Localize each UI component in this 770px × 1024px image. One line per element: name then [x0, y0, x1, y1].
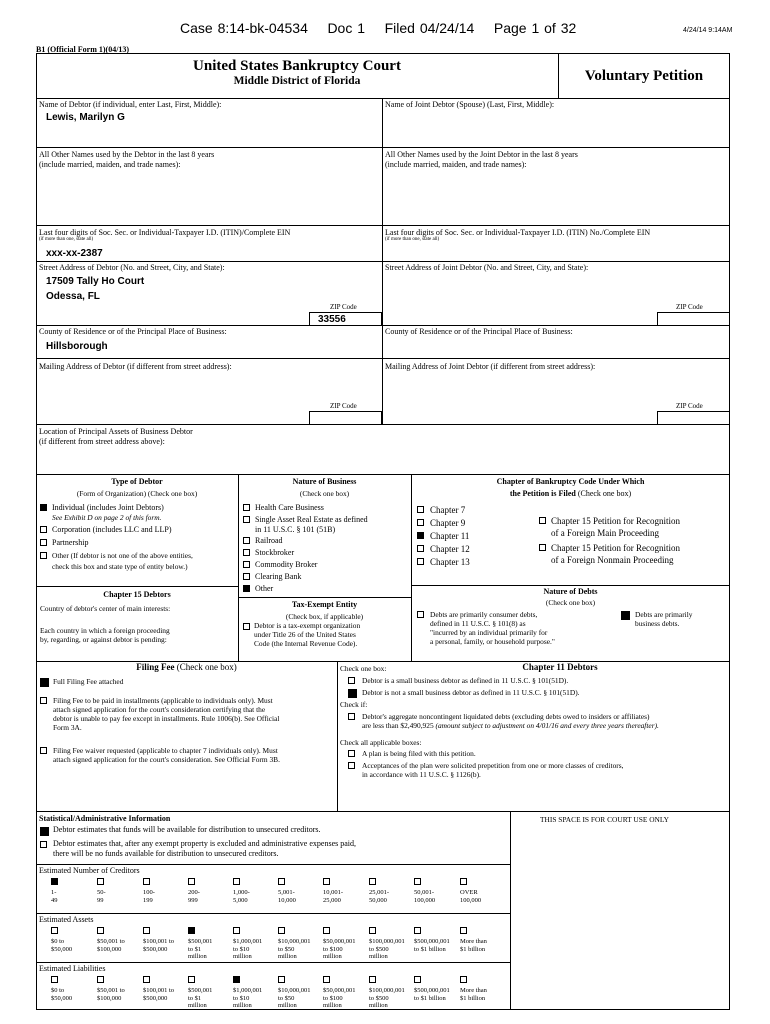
chapter-checkbox[interactable]	[417, 545, 424, 552]
tax-exempt-checkbox[interactable]	[243, 623, 250, 630]
creditors-option-checkbox[interactable]	[97, 878, 104, 885]
small-business-checkbox[interactable]	[348, 677, 355, 684]
full-fee-label: Full Filing Fee attached	[53, 677, 124, 686]
assets-option-checkbox[interactable]	[278, 927, 285, 934]
filed-date: Filed 04/24/14	[384, 20, 475, 36]
assets-option-label: million	[233, 953, 252, 960]
creditors-title: Estimated Number of Creditors	[39, 866, 140, 875]
liabilities-option-label: to $50	[278, 994, 295, 1002]
chapter-checkbox[interactable]	[417, 532, 424, 539]
tax-exempt-title: Tax-Exempt Entity	[291, 600, 358, 609]
acceptances-text: Acceptances of the plan were solicited prepetition from one or more classes of creditors, in accordance with 11 U.S.C. § 1126(b).	[362, 761, 624, 779]
assets-option-label: to $100	[323, 945, 343, 953]
nature-business-checkbox[interactable]	[243, 561, 250, 568]
assets-option-checkbox[interactable]	[460, 927, 467, 934]
liabilities-option-label: to $100	[323, 994, 343, 1002]
nature-business-title: Nature of Business	[292, 477, 357, 486]
nature-business-checkbox[interactable]	[243, 549, 250, 556]
nature-business-checkbox[interactable]	[243, 504, 250, 511]
liabilities-option-label: to $1	[188, 994, 202, 1002]
not-small-business-label: Debtor is not a small business debtor as defined in 11 U.S.C. § 101(51D).	[362, 688, 580, 697]
type-of-debtor-checkbox[interactable]	[40, 539, 47, 546]
doc-number: Doc 1	[327, 20, 366, 36]
plan-filed-label: A plan is being filed with this petition.	[362, 749, 476, 758]
creditors-option-checkbox[interactable]	[143, 878, 150, 885]
assets-option-label: $100,000	[97, 945, 122, 953]
page-number: Page 1 of 32	[493, 20, 577, 36]
chapter-label: Chapter 13	[430, 557, 470, 567]
nature-business-checkbox[interactable]	[243, 573, 250, 580]
type-of-debtor-checkbox[interactable]	[40, 504, 47, 511]
creditors-option-checkbox[interactable]	[414, 878, 421, 885]
assets-option-checkbox[interactable]	[51, 927, 58, 934]
assets-option-label: to $1 billion	[414, 945, 446, 953]
aggregate-debts-text: Debtor's aggregate noncontingent liquidated debts (excluding debts owed to insiders or affiliates) are less than $2,490,925 (amount subject to adjustment on 4/01/16 and every three years thereafter).	[362, 712, 659, 730]
form-id: B1 (Official Form 1)(04/13)	[36, 45, 130, 54]
ch11-check-one: Check one box:	[340, 664, 387, 673]
mailing-label: Mailing Address of Debtor (if different from street address):	[39, 362, 232, 371]
liabilities-option-label: to $1 billion	[414, 994, 446, 1002]
chapter-label: Chapter 7	[430, 505, 466, 515]
creditors-option-label: 100-	[143, 889, 155, 896]
fee-waiver-checkbox[interactable]	[40, 747, 47, 754]
creditors-option-label: 5,000	[233, 896, 248, 904]
liabilities-option-label: $50,001 to	[97, 987, 125, 994]
creditors-option-label: 25,001-	[369, 889, 390, 896]
location-label: Location of Principal Assets of Business Debtor (if different from street address above):	[39, 427, 193, 446]
consumer-debts-checkbox[interactable]	[417, 611, 424, 618]
chapter-checkbox[interactable]	[417, 558, 424, 565]
liabilities-option-checkbox[interactable]	[143, 976, 150, 983]
liabilities-option-checkbox[interactable]	[97, 976, 104, 983]
other-note: check this box and state type of entity below.)	[52, 562, 188, 571]
creditors-option-label: 50,001-	[414, 889, 435, 896]
debtor-ssn: xxx-xx-2387	[46, 248, 103, 259]
type-of-debtor-label: Corporation (includes LLC and LLP)	[52, 525, 172, 534]
case-number: Case 8:14-bk-04534	[180, 20, 308, 36]
type-of-debtor-label: Other (If debtor is not one of the above entities,	[52, 551, 193, 560]
acceptances-checkbox[interactable]	[348, 762, 355, 769]
chapter15-label-2: of a Foreign Main Proceeding	[551, 528, 659, 538]
type-of-debtor-checkbox[interactable]	[40, 526, 47, 533]
court-district: Middle District of Florida	[233, 75, 361, 87]
liabilities-option-label: $50,000,001	[323, 987, 356, 994]
chapter15-checkbox[interactable]	[539, 544, 546, 551]
assets-option-label: $100,000,001	[369, 938, 405, 945]
creditors-option-label: 999	[188, 896, 198, 904]
assets-option-checkbox[interactable]	[143, 927, 150, 934]
creditors-option-checkbox[interactable]	[233, 878, 240, 885]
ssn-sub: (if more than one, state all)	[39, 237, 94, 242]
chapter15-label: Chapter 15 Petition for Recognition	[551, 543, 680, 553]
liabilities-option-label: More than	[460, 987, 487, 994]
creditors-option-label: 10,000	[278, 896, 296, 904]
liabilities-option-label: $100,000,001	[369, 987, 405, 994]
nature-debts-sub: (Check one box)	[545, 598, 596, 607]
chapter-title: Chapter of Bankruptcy Code Under Which	[496, 477, 645, 486]
chapter-label: Chapter 11	[430, 531, 470, 541]
liabilities-option-label: $1,000,001	[233, 987, 263, 994]
joint-ssn-label: Last four digits of Soc. Sec. or Individual-Taxpayer I.D. (ITIN) No./Complete EIN	[385, 228, 651, 237]
assets-option-checkbox[interactable]	[323, 927, 330, 934]
liabilities-option-label: million	[323, 1002, 342, 1009]
joint-address-label: Street Address of Joint Debtor (No. and Street, City, and State):	[385, 263, 589, 272]
liabilities-option-label: million	[278, 1002, 297, 1009]
assets-option-label: million	[188, 953, 207, 960]
exhibit-note: See Exhibit D on page 2 of this form.	[52, 513, 162, 522]
type-of-debtor-checkbox[interactable]	[40, 552, 47, 559]
assets-option-label: $1 billion	[460, 945, 486, 953]
joint-zip-label: ZIP Code	[676, 303, 703, 311]
mailing-zip-label: ZIP Code	[330, 402, 357, 410]
joint-mailing-zip-label: ZIP Code	[676, 402, 703, 410]
liabilities-option-label: to $500	[369, 994, 389, 1002]
court-use-only: THIS SPACE IS FOR COURT USE ONLY	[540, 815, 669, 824]
creditors-option-label: 50,000	[369, 896, 387, 904]
filing-fee-title: Filing Fee (Check one box)	[136, 662, 237, 672]
chapter-checkbox[interactable]	[417, 506, 424, 513]
nature-business-label: Single Asset Real Estate as defined	[255, 515, 368, 524]
nature-business-label: Commodity Broker	[255, 560, 318, 569]
liabilities-option-label: $500,000	[143, 994, 168, 1002]
liabilities-option-checkbox[interactable]	[278, 976, 285, 983]
tax-exempt-text: Debtor is a tax-exempt organization under Title 26 of the United States Code (the Internal Revenue Code).	[254, 621, 361, 648]
liabilities-option-label: to $10	[233, 994, 250, 1002]
liabilities-option-label: $500,001	[188, 987, 213, 994]
case-header	[180, 20, 576, 36]
assets-option-checkbox[interactable]	[97, 927, 104, 934]
nature-business-label: Health Care Business	[255, 503, 324, 512]
assets-option-label: $0 to	[51, 938, 65, 945]
creditors-option-checkbox[interactable]	[460, 878, 467, 885]
liabilities-option-label: million	[369, 1002, 388, 1009]
creditors-option-label: 49	[51, 896, 58, 904]
funds-available-checkbox[interactable]	[40, 827, 49, 836]
installment-fee-text: Filing Fee to be paid in installments (applicable to individuals only). Must attach signed application for the court's consideration certifying that the debtor is unable to pay fee except in installments. Rule 1006(b). See Official Form 3A.	[53, 696, 280, 732]
creditors-option-label: 5,001-	[278, 889, 295, 896]
debtor-city: Odessa, FL	[46, 291, 100, 302]
installment-fee-checkbox[interactable]	[40, 697, 47, 704]
chapter15-label-2: of a Foreign Nonmain Proceeding	[551, 555, 674, 565]
assets-option-label: million	[369, 953, 388, 960]
creditors-option-label: 199	[143, 896, 153, 904]
type-of-debtor-label: Partnership	[52, 538, 89, 547]
assets-option-label: $500,000,001	[414, 938, 450, 945]
assets-option-checkbox[interactable]	[414, 927, 421, 934]
county-label: County of Residence or of the Principal Place of Business:	[39, 327, 227, 336]
assets-option-label: $500,001	[188, 938, 213, 945]
liabilities-option-label: $100,000	[97, 994, 122, 1002]
joint-name-label: Name of Joint Debtor (Spouse) (Last, First, Middle):	[385, 100, 555, 109]
nature-business-checkbox[interactable]	[243, 516, 250, 523]
petition-type: Voluntary Petition	[584, 68, 704, 84]
assets-option-checkbox[interactable]	[188, 927, 195, 934]
no-funds-text: Debtor estimates that, after any exempt property is excluded and administrative expenses paid, there will be no funds available for distribution to unsecured creditors.	[53, 839, 357, 858]
creditors-option-label: 99	[97, 896, 104, 904]
debtor-name-label: Name of Debtor (if individual, enter Last, First, Middle):	[39, 100, 222, 109]
chapter15-country: Country of debtor's center of main interests:	[40, 604, 171, 613]
joint-mailing-zip-box	[657, 411, 730, 425]
chapter-label: Chapter 12	[430, 544, 470, 554]
nature-business-label: Stockbroker	[255, 548, 295, 557]
creditors-option-checkbox[interactable]	[369, 878, 376, 885]
assets-option-label: to $50	[278, 945, 295, 953]
creditors-option-label: 200-	[188, 889, 200, 896]
print-timestamp: 4/24/14 9:14AM	[683, 27, 733, 34]
small-business-label: Debtor is a small business debtor as defined in 11 U.S.C. § 101(51D).	[362, 676, 569, 685]
liabilities-option-label: $0 to	[51, 987, 65, 994]
nature-business-checkbox[interactable]	[243, 537, 250, 544]
debtor-street: 17509 Tally Ho Court	[46, 276, 145, 287]
assets-option-label: More than	[460, 938, 487, 945]
assets-title: Estimated Assets	[39, 915, 94, 924]
creditors-option-label: 1-	[51, 889, 57, 896]
plan-filed-checkbox[interactable]	[348, 750, 355, 757]
tax-exempt-sub: (Check box, if applicable)	[285, 612, 364, 621]
court-title: United States Bankruptcy Court	[193, 58, 401, 74]
fee-waiver-text: Filing Fee waiver requested (applicable to chapter 7 individuals only). Must attach signed application for the court's consideration. See Official Form 3B.	[53, 746, 280, 764]
creditors-option-label: 100,000	[414, 896, 436, 904]
assets-option-checkbox[interactable]	[233, 927, 240, 934]
assets-option-label: $100,001 to	[143, 938, 175, 945]
liabilities-option-checkbox[interactable]	[369, 976, 376, 983]
ch11-check-if: Check if:	[340, 700, 368, 709]
liabilities-option-checkbox[interactable]	[188, 976, 195, 983]
nature-business-label: Railroad	[255, 536, 283, 545]
assets-option-label: $10,000,001	[278, 938, 311, 945]
joint-zip-box	[657, 312, 730, 326]
full-fee-checkbox[interactable]	[40, 678, 49, 687]
nature-business-sub: (Check one box)	[299, 489, 350, 498]
liabilities-option-label: million	[188, 1002, 207, 1009]
joint-ssn-sub: (if more than one, state all)	[385, 237, 440, 242]
liabilities-option-label: $500,000,001	[414, 987, 450, 994]
other-names-label: All Other Names used by the Debtor in the last 8 years (include married, maiden, and trade names):	[39, 150, 215, 169]
debtor-zip: 33556	[318, 314, 346, 325]
creditors-option-checkbox[interactable]	[188, 878, 195, 885]
assets-option-label: $1,000,001	[233, 938, 263, 945]
nature-debts-title: Nature of Debts	[543, 587, 598, 596]
assets-option-label: to $500	[369, 945, 389, 953]
assets-option-checkbox[interactable]	[369, 927, 376, 934]
liabilities-title: Estimated Liabilities	[39, 964, 106, 973]
creditors-option-checkbox[interactable]	[323, 878, 330, 885]
liabilities-option-label: $10,000,001	[278, 987, 311, 994]
stats-title: Statistical/Administrative Information	[39, 814, 171, 823]
debtor-county: Hillsborough	[46, 341, 108, 352]
ssn-label: Last four digits of Soc. Sec. or Individual-Taxpayer I.D. (ITIN)/Complete EIN	[39, 228, 291, 237]
creditors-option-label: 25,000	[323, 896, 341, 904]
ch11-check-all: Check all applicable boxes:	[340, 738, 422, 747]
liabilities-option-checkbox[interactable]	[460, 976, 467, 983]
creditors-option-checkbox[interactable]	[51, 878, 58, 885]
creditors-option-label: 100,000	[460, 896, 482, 904]
address-label: Street Address of Debtor (No. and Street, City, and State):	[39, 263, 225, 272]
creditors-option-label: 10,001-	[323, 889, 344, 896]
assets-option-label: $50,000	[51, 945, 73, 953]
liabilities-option-checkbox[interactable]	[233, 976, 240, 983]
chapter15-label: Chapter 15 Petition for Recognition	[551, 516, 680, 526]
funds-available-label: Debtor estimates that funds will be available for distribution to unsecured creditors.	[53, 825, 321, 834]
chapter15-title: Chapter 15 Debtors	[103, 590, 171, 599]
assets-option-label: $50,001 to	[97, 938, 125, 945]
liabilities-option-checkbox[interactable]	[414, 976, 421, 983]
no-funds-checkbox[interactable]	[40, 841, 47, 848]
assets-option-label: to $10	[233, 945, 250, 953]
assets-option-label: to $1	[188, 945, 202, 953]
type-of-debtor-title: Type of Debtor	[111, 477, 163, 486]
liabilities-option-checkbox[interactable]	[51, 976, 58, 983]
assets-option-label: million	[323, 953, 342, 960]
aggregate-debts-checkbox[interactable]	[348, 713, 355, 720]
type-of-debtor-label: Individual (includes Joint Debtors)	[52, 503, 164, 512]
nature-business-label: Other	[255, 584, 274, 593]
business-debts-text: Debts are primarily business debts.	[635, 610, 693, 628]
nature-business-label: Clearing Bank	[255, 572, 302, 581]
business-debts-checkbox[interactable]	[621, 611, 630, 620]
assets-option-label: $50,000,001	[323, 938, 356, 945]
chapter15-each: Each country in which a foreign proceeding by, regarding, or against debtor is pending:	[40, 626, 170, 644]
nature-business-checkbox[interactable]	[243, 585, 250, 592]
liabilities-option-label: million	[233, 1002, 252, 1009]
assets-option-label: $500,000	[143, 945, 168, 953]
zip-label: ZIP Code	[330, 303, 357, 311]
ch11-title: Chapter 11 Debtors	[522, 662, 598, 672]
liabilities-option-label: $50,000	[51, 994, 73, 1002]
creditors-option-label: 50-	[97, 889, 106, 896]
mailing-zip-box	[309, 411, 382, 425]
joint-county-label: County of Residence or of the Principal Place of Business:	[385, 327, 573, 336]
type-of-debtor-sub: (Form of Organization) (Check one box)	[76, 489, 198, 498]
joint-other-names-label: All Other Names used by the Joint Debtor in the last 8 years (include married, maiden, and trade names):	[385, 150, 578, 169]
chapter-title-2: the Petition is Filed (Check one box)	[509, 489, 632, 498]
chapter-label: Chapter 9	[430, 518, 466, 528]
not-small-business-checkbox[interactable]	[348, 689, 357, 698]
creditors-option-label: OVER	[460, 889, 478, 896]
chapter15-checkbox[interactable]	[539, 517, 546, 524]
liabilities-option-label: $1 billion	[460, 994, 486, 1002]
creditors-option-label: 1,000-	[233, 889, 250, 896]
single-asset-note: in 11 U.S.C. § 101 (51B)	[255, 525, 336, 534]
joint-mailing-label: Mailing Address of Joint Debtor (if different from street address):	[385, 362, 596, 371]
liabilities-option-label: $100,001 to	[143, 987, 175, 994]
chapter-checkbox[interactable]	[417, 519, 424, 526]
creditors-option-checkbox[interactable]	[278, 878, 285, 885]
assets-option-label: million	[278, 953, 297, 960]
liabilities-option-checkbox[interactable]	[323, 976, 330, 983]
debtor-name: Lewis, Marilyn G	[46, 112, 125, 123]
consumer-debts-text: Debts are primarily consumer debts, defined in 11 U.S.C. § 101(8) as "incurred by an individual primarily for a personal, family, or household purpose."	[430, 610, 555, 646]
